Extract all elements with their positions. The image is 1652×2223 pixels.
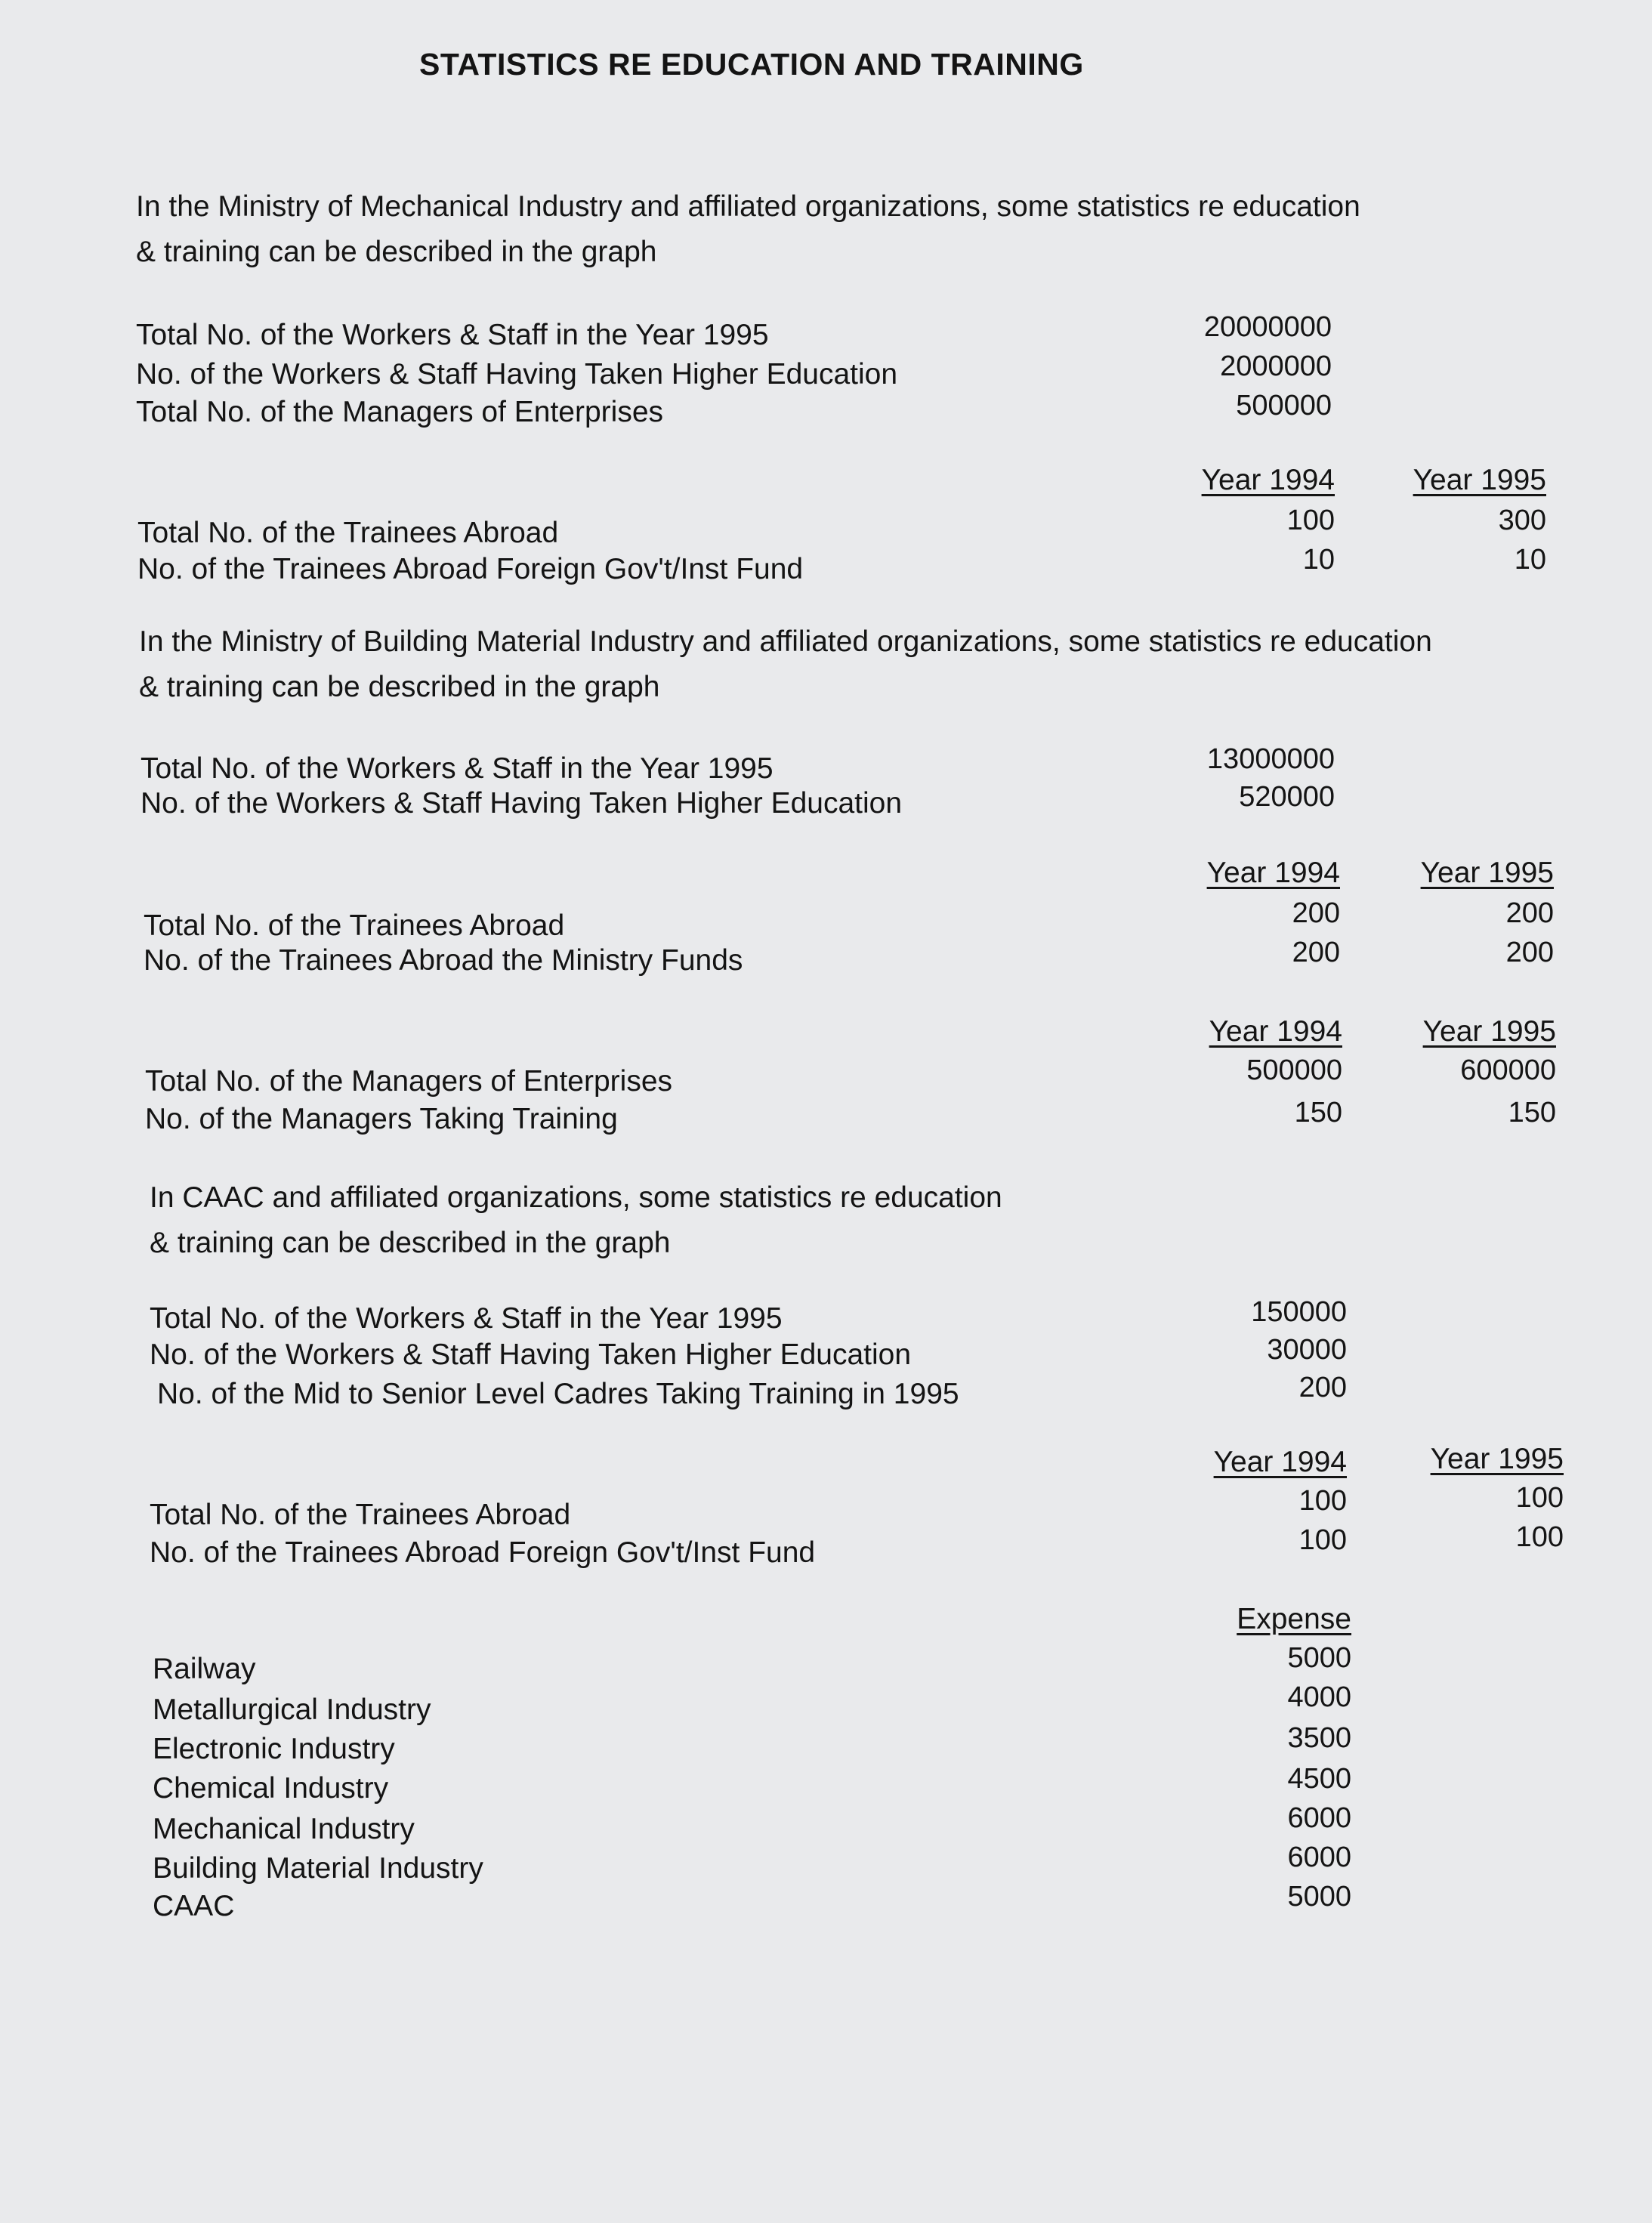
caac-row-label: No. of the Workers & Staff Having Taken Higher Education [150, 1338, 912, 1371]
mech-intro-line-1: In the Ministry of Mechanical Industry and affiliated organizations, some statistics re education [136, 190, 1360, 223]
expense-row-value: 4500 [1287, 1763, 1351, 1795]
building-trainee-1994: 200 [1292, 897, 1340, 929]
expense-row-value: 5000 [1287, 1642, 1351, 1674]
mech-trainee-label: No. of the Trainees Abroad Foreign Gov't/Inst Fund [137, 553, 804, 585]
expense-row-value: 4000 [1287, 1681, 1351, 1713]
mech-trainee-1995: 10 [1514, 544, 1546, 576]
building-row-label: No. of the Workers & Staff Having Taken Higher Education [140, 787, 903, 820]
caac-row-label: No. of the Mid to Senior Level Cadres Taking Training in 1995 [157, 1378, 959, 1410]
mech-col-1995-header: Year 1995 [1413, 464, 1546, 496]
expense-row-label: Electronic Industry [153, 1733, 395, 1765]
building-intro-line-1: In the Ministry of Building Material Industry and affiliated organizations, some statistics re education [139, 625, 1432, 658]
building-row-value: 520000 [1239, 781, 1335, 813]
caac-trainee-1995: 100 [1515, 1521, 1564, 1553]
expense-row-label: Chemical Industry [153, 1772, 389, 1805]
expense-row-value: 6000 [1287, 1802, 1351, 1834]
expense-row-label: CAAC [153, 1890, 235, 1922]
caac-trainee-1994: 100 [1298, 1485, 1347, 1517]
caac-trainee-label: Total No. of the Trainees Abroad [150, 1499, 571, 1531]
caac-trainee-1994: 100 [1298, 1524, 1347, 1556]
mech-trainee-label: Total No. of the Trainees Abroad [137, 517, 559, 549]
mech-trainee-1994: 100 [1286, 505, 1335, 536]
building-managers-1995: 600000 [1460, 1054, 1556, 1086]
mech-trainee-1994: 10 [1302, 544, 1335, 576]
building-managers-1994: 150 [1294, 1097, 1342, 1128]
building-trainee-1995: 200 [1505, 937, 1554, 968]
building-intro [139, 619, 1432, 710]
expense-row-value: 3500 [1287, 1722, 1351, 1754]
mech-row-label: No. of the Workers & Staff Having Taken Higher Education [136, 358, 898, 391]
building-trainee-label: No. of the Trainees Abroad the Ministry Funds [144, 944, 743, 977]
caac-col-1995-header: Year 1995 [1430, 1443, 1564, 1475]
expense-header: Expense [1237, 1603, 1351, 1635]
building-managers-1994: 500000 [1246, 1054, 1342, 1086]
mech-col-1994-header: Year 1994 [1201, 464, 1335, 496]
page-title: STATISTICS RE EDUCATION AND TRAINING [419, 47, 1084, 82]
expense-row-value: 6000 [1287, 1842, 1351, 1873]
building-managers-col-1995-header: Year 1995 [1422, 1015, 1556, 1048]
building-trainee-1995: 200 [1505, 897, 1554, 929]
caac-row-value: 200 [1298, 1372, 1347, 1403]
building-managers-1995: 150 [1508, 1097, 1556, 1128]
caac-intro-line-2: & training can be described in the graph [150, 1227, 671, 1259]
building-row-label: Total No. of the Workers & Staff in the Year 1995 [140, 752, 774, 785]
caac-trainee-1995: 100 [1515, 1482, 1564, 1514]
expense-row-label: Metallurgical Industry [153, 1693, 431, 1726]
caac-intro-line-1: In CAAC and affiliated organizations, some statistics re education [150, 1181, 1002, 1214]
mech-row-value: 500000 [1236, 390, 1332, 421]
building-managers-label: Total No. of the Managers of Enterprises [145, 1065, 673, 1098]
expense-row-label: Mechanical Industry [153, 1813, 415, 1845]
caac-trainee-label: No. of the Trainees Abroad Foreign Gov't/Inst Fund [150, 1536, 816, 1569]
building-col-1995-header: Year 1995 [1420, 857, 1554, 889]
caac-row-value: 150000 [1251, 1296, 1347, 1328]
building-managers-label: No. of the Managers Taking Training [145, 1103, 618, 1135]
mech-intro-line-2: & training can be described in the graph [136, 236, 657, 268]
building-row-value: 13000000 [1206, 743, 1335, 775]
mech-row-value: 20000000 [1203, 311, 1332, 343]
building-trainee-label: Total No. of the Trainees Abroad [144, 909, 565, 942]
mech-intro [136, 184, 1360, 275]
caac-row-label: Total No. of the Workers & Staff in the Year 1995 [150, 1302, 783, 1335]
caac-row-value: 30000 [1267, 1334, 1347, 1366]
mech-row-value: 2000000 [1220, 350, 1332, 382]
building-col-1994-header: Year 1994 [1206, 857, 1340, 889]
caac-intro [150, 1175, 1002, 1266]
mech-row-label: Total No. of the Managers of Enterprises [136, 396, 664, 428]
building-trainee-1994: 200 [1292, 937, 1340, 968]
caac-col-1994-header: Year 1994 [1213, 1446, 1347, 1478]
building-managers-col-1994-header: Year 1994 [1209, 1015, 1342, 1048]
expense-row-label: Building Material Industry [153, 1852, 483, 1885]
expense-row-label: Railway [153, 1653, 256, 1685]
mech-trainee-1995: 300 [1498, 505, 1546, 536]
expense-row-value: 5000 [1287, 1881, 1351, 1913]
building-intro-line-2: & training can be described in the graph [139, 671, 660, 703]
mech-row-label: Total No. of the Workers & Staff in the Year 1995 [136, 319, 769, 351]
